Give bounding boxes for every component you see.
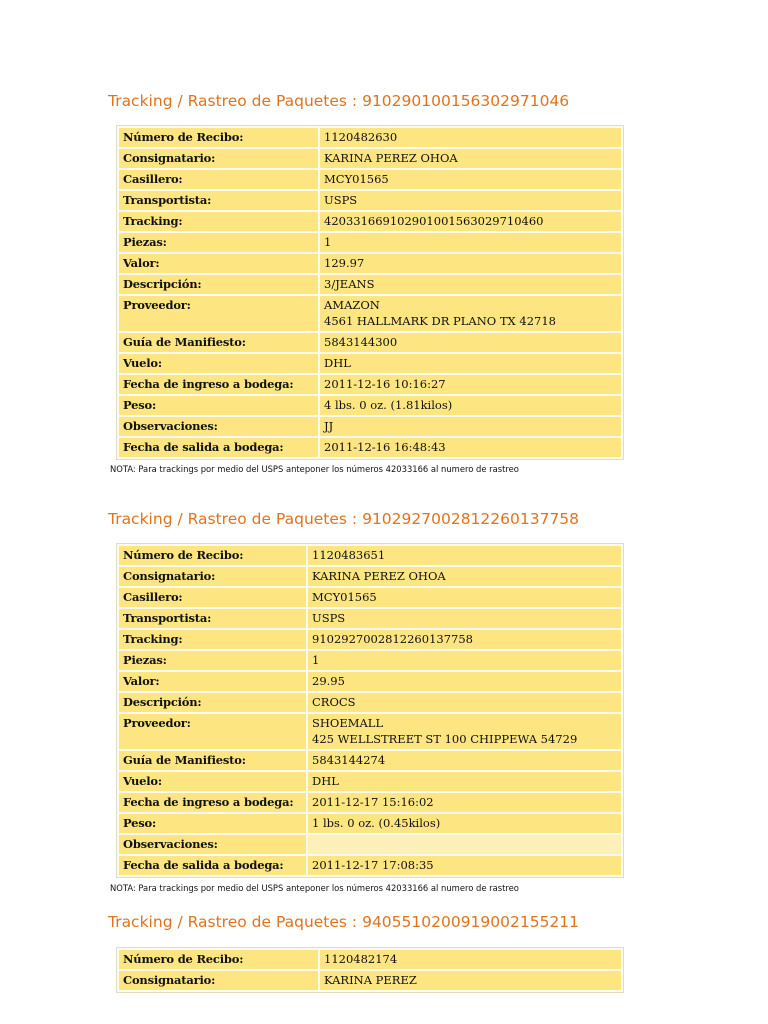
tracking-table-1 — [116, 125, 624, 460]
table-row — [119, 170, 621, 189]
table-row — [119, 375, 621, 394]
table-row — [119, 835, 621, 854]
section-title-3: Tracking / Rastreo de Paquetes : 9405510200919002155211 — [108, 913, 580, 931]
table-row — [119, 651, 621, 670]
table-row — [119, 438, 621, 457]
row-value: 2011-12-16 10:16:27 — [320, 375, 621, 394]
row-value: 1120482174 — [320, 950, 621, 969]
row-label: Transportista: — [119, 609, 306, 628]
row-value: 5843144300 — [320, 333, 621, 352]
row-value: 2011-12-16 16:48:43 — [320, 438, 621, 457]
row-label: Valor: — [119, 672, 306, 691]
section-title-2: Tracking / Rastreo de Paquetes : 9102927002812260137758 — [108, 510, 580, 528]
row-label: Descripción: — [119, 275, 318, 294]
row-label: Vuelo: — [119, 772, 306, 791]
row-value: CROCS — [308, 693, 621, 712]
row-label: Fecha de salida a bodega: — [119, 438, 318, 457]
row-label: Consignatario: — [119, 149, 318, 168]
table-row — [119, 396, 621, 415]
row-value: 129.97 — [320, 254, 621, 273]
table-row — [119, 856, 621, 875]
row-value: 1120483651 — [308, 546, 621, 565]
row-label: Número de Recibo: — [119, 950, 318, 969]
row-label: Casillero: — [119, 588, 306, 607]
table-row — [119, 417, 621, 436]
row-label: Descripción: — [119, 693, 306, 712]
table-row — [119, 693, 621, 712]
table-row — [119, 950, 621, 969]
row-label: Número de Recibo: — [119, 546, 306, 565]
row-label: Peso: — [119, 814, 306, 833]
table-row — [119, 191, 621, 210]
row-value: 2011-12-17 15:16:02 — [308, 793, 621, 812]
row-value: KARINA PEREZ OHOA — [308, 567, 621, 586]
row-label: Tracking: — [119, 212, 318, 231]
table-row — [119, 971, 621, 990]
section-title-1: Tracking / Rastreo de Paquetes : 910290100156302971046 — [108, 92, 570, 110]
supplier-name: AMAZON — [324, 298, 380, 312]
row-label: Guía de Manifiesto: — [119, 751, 306, 770]
table-row — [119, 296, 621, 331]
row-value — [308, 835, 621, 854]
row-value: 9102927002812260137758 — [308, 630, 621, 649]
row-label: Tracking: — [119, 630, 306, 649]
row-label: Piezas: — [119, 651, 306, 670]
table-row — [119, 354, 621, 373]
row-value: KARINA PEREZ — [320, 971, 621, 990]
row-label: Peso: — [119, 396, 318, 415]
supplier-name: SHOEMALL — [312, 716, 384, 730]
row-label: Fecha de ingreso a bodega: — [119, 375, 318, 394]
row-value — [320, 296, 621, 331]
tracking-table-2 — [116, 543, 624, 878]
table-row — [119, 772, 621, 791]
row-value — [308, 714, 621, 749]
tracking-table-3 — [116, 947, 624, 993]
table-row — [119, 333, 621, 352]
row-value: 4 lbs. 0 oz. (1.81kilos) — [320, 396, 621, 415]
row-label: Observaciones: — [119, 835, 306, 854]
row-value: USPS — [320, 191, 621, 210]
table-row — [119, 672, 621, 691]
supplier-address: 425 WELLSTREET ST 100 CHIPPEWA 54729 — [312, 732, 578, 746]
row-value: 1 — [320, 233, 621, 252]
row-label: Transportista: — [119, 191, 318, 210]
row-value: JJ — [320, 417, 621, 436]
row-label: Proveedor: — [119, 296, 318, 331]
row-value: MCY01565 — [308, 588, 621, 607]
table-row — [119, 212, 621, 231]
row-label: Guía de Manifiesto: — [119, 333, 318, 352]
row-value: USPS — [308, 609, 621, 628]
table-row — [119, 567, 621, 586]
table-row — [119, 149, 621, 168]
row-label: Número de Recibo: — [119, 128, 318, 147]
supplier-address: 4561 HALLMARK DR PLANO TX 42718 — [324, 314, 556, 328]
row-value: 1 lbs. 0 oz. (0.45kilos) — [308, 814, 621, 833]
table-row — [119, 714, 621, 749]
row-label: Consignatario: — [119, 971, 318, 990]
row-label: Valor: — [119, 254, 318, 273]
table-row — [119, 128, 621, 147]
row-value: DHL — [308, 772, 621, 791]
table-row — [119, 254, 621, 273]
row-value: MCY01565 — [320, 170, 621, 189]
table-row — [119, 233, 621, 252]
row-label: Fecha de ingreso a bodega: — [119, 793, 306, 812]
row-value: 1120482630 — [320, 128, 621, 147]
row-label: Proveedor: — [119, 714, 306, 749]
row-label: Vuelo: — [119, 354, 318, 373]
table-row — [119, 546, 621, 565]
row-value: 2011-12-17 17:08:35 — [308, 856, 621, 875]
table-row — [119, 609, 621, 628]
table-row — [119, 630, 621, 649]
table-row — [119, 793, 621, 812]
usps-note-2: NOTA: Para trackings por medio del USPS anteponer los números 42033166 al numero de rastreo — [110, 883, 519, 893]
row-label: Observaciones: — [119, 417, 318, 436]
table-row — [119, 588, 621, 607]
usps-note-1: NOTA: Para trackings por medio del USPS anteponer los números 42033166 al numero de rastreo — [110, 464, 519, 474]
table-row — [119, 814, 621, 833]
row-value: 420331669102901001563029710460 — [320, 212, 621, 231]
row-label: Consignatario: — [119, 567, 306, 586]
row-label: Piezas: — [119, 233, 318, 252]
row-value: KARINA PEREZ OHOA — [320, 149, 621, 168]
row-value: 3/JEANS — [320, 275, 621, 294]
row-value: 5843144274 — [308, 751, 621, 770]
row-value: 29.95 — [308, 672, 621, 691]
table-row — [119, 751, 621, 770]
row-value: 1 — [308, 651, 621, 670]
row-label: Casillero: — [119, 170, 318, 189]
row-value: DHL — [320, 354, 621, 373]
table-row — [119, 275, 621, 294]
row-label: Fecha de salida a bodega: — [119, 856, 306, 875]
